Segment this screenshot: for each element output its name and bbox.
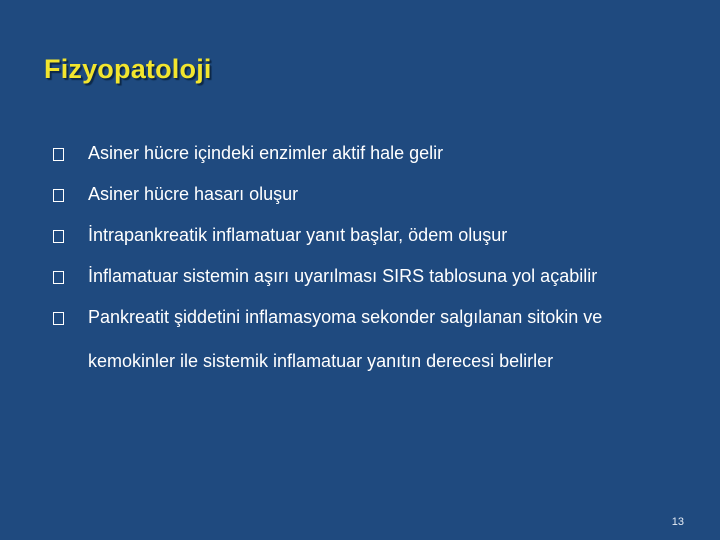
checkbox-bullet-icon	[53, 189, 64, 202]
bullet-text: İnflamatuar sistemin aşırı uyarılması SIRS tablosuna yol açabilir	[88, 266, 598, 286]
checkbox-bullet-icon	[53, 271, 64, 284]
checkbox-bullet-icon	[53, 148, 64, 161]
bullet-item	[53, 299, 693, 383]
checkbox-bullet-icon	[53, 230, 64, 243]
bullet-text: Asiner hücre içindeki enzimler aktif hale gelir	[88, 143, 444, 163]
bullet-item	[53, 258, 693, 298]
bullet-text: Pankreatit şiddetini inflamasyoma sekonder salgılanan sitokin ve kemokinler ile sistemik inflamatuar yanıtın derecesi belirler	[88, 307, 603, 371]
slide-title: Fizyopatoloji	[44, 54, 212, 84]
bullet-item	[53, 176, 693, 216]
page-number: 13	[671, 516, 684, 528]
bullet-text: İntrapankreatik inflamatuar yanıt başlar, ödem oluşur	[88, 225, 508, 245]
checkbox-bullet-icon	[53, 312, 64, 325]
bullet-text: Asiner hücre hasarı oluşur	[88, 184, 299, 204]
bullet-item	[53, 217, 693, 257]
bullet-item	[53, 135, 693, 175]
